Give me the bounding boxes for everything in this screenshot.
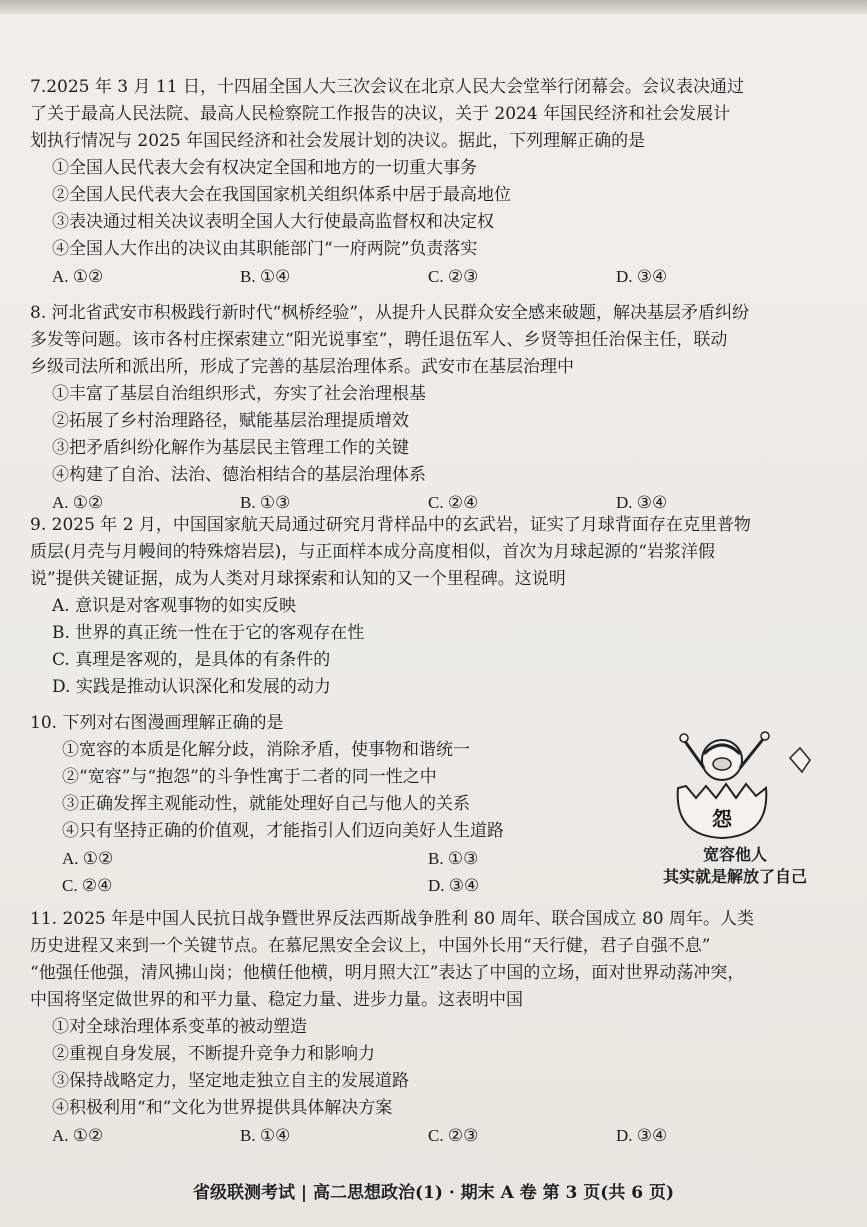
option-a[interactable]: A. ①② xyxy=(62,849,114,868)
statement-item: ①对全球治理体系变革的被动塑造 xyxy=(52,1017,307,1037)
option-b[interactable]: B. ①③ xyxy=(240,493,291,512)
page-footer: 省级联测考试 | 高二思想政治(1) · 期末 A 卷 第 3 页(共 6 页) xyxy=(192,1183,675,1203)
question-stem-line: 多发等问题。该市各村庄探索建立“阳光说事室”，聘任退伍军人、乡贤等担任治保主任，联动 xyxy=(30,330,728,350)
statement-item: ②拓展了乡村治理路径，赋能基层治理提质增效 xyxy=(52,411,409,431)
question-8 xyxy=(30,300,770,516)
statement-item: ①宽容的本质是化解分歧，消除矛盾，使事物和谐统一 xyxy=(62,740,470,760)
option-a[interactable]: A. 意识是对客观事物的如实反映 xyxy=(52,596,297,616)
option-c[interactable]: C. ②③ xyxy=(428,1126,479,1145)
question-stem-line: 7.2025 年 3 月 11 日，十四届全国人大三次会议在北京人民大会堂举行闭幕会。会议表决通过 xyxy=(30,77,744,97)
question-stem-line: 11. 2025 年是中国人民抗日战争暨世界反法西斯战争胜利 80 周年、联合国成立 80 周年。人类 xyxy=(30,909,754,929)
statement-item: ②重视自身发展，不断提升竞争力和影响力 xyxy=(52,1044,375,1064)
statement-item: ③表决通过相关决议表明全国人大行使最高监督权和决定权 xyxy=(52,212,494,232)
option-b[interactable]: B. ①④ xyxy=(240,267,291,286)
statement-item: ④只有坚持正确的价值观，才能指引人们迈向美好人生道路 xyxy=(62,821,504,841)
cartoon-caption-line-2: 其实就是解放了自己 xyxy=(662,867,807,886)
question-stem-line: 8. 河北省武安市积极践行新时代“枫桥经验”，从提升人民群众安全感来破题，解决基层矛盾纠纷 xyxy=(30,303,750,323)
option-c[interactable]: C. ②③ xyxy=(428,267,479,286)
answer-options-row-1 xyxy=(30,845,630,872)
question-7 xyxy=(30,74,770,290)
question-stem-line: 划执行情况与 2025 年国民经济和社会发展计划的决议。据此，下列理解正确的是 xyxy=(30,131,646,151)
question-10 xyxy=(30,710,630,899)
option-b[interactable]: B. ①③ xyxy=(428,849,479,868)
statement-item: ③保持战略定力，坚定地走独立自主的发展道路 xyxy=(52,1071,409,1091)
question-stem-line: 历史进程又来到一个关键节点。在慕尼黑安全会议上，中国外长用“天行健，君子自强不息” xyxy=(30,936,711,956)
option-d[interactable]: D. ③④ xyxy=(616,267,668,286)
egg-hatching-cartoon xyxy=(640,718,830,840)
statement-item: ③把矛盾纠纷化解作为基层民主管理工作的关键 xyxy=(52,438,409,458)
option-b[interactable]: B. 世界的真正统一性在于它的客观存在性 xyxy=(52,623,365,643)
option-d[interactable]: D. ③④ xyxy=(428,876,480,895)
statement-item: ④积极利用“和”文化为世界提供具体解决方案 xyxy=(52,1098,393,1118)
question-stem-line: 9. 2025 年 2 月，中国国家航天局通过研究月背样品中的玄武岩，证实了月球背面存在克里普物 xyxy=(30,515,751,535)
question-11 xyxy=(30,906,770,1149)
question-stem-line: 说”提供关键证据，成为人类对月球探索和认知的又一个里程碑。这说明 xyxy=(30,569,566,589)
option-d[interactable]: D. 实践是推动认识深化和发展的动力 xyxy=(52,677,331,697)
egg-character: 怨 xyxy=(712,807,732,831)
statement-item: ④全国人大作出的决议由其职能部门“一府两院”负责落实 xyxy=(52,239,478,259)
answer-options-row-2 xyxy=(30,872,630,899)
question-stem-line: 10. 下列对右图漫画理解正确的是 xyxy=(30,713,284,733)
statement-item: ①丰富了基层自治组织形式，夯实了社会治理根基 xyxy=(52,384,426,404)
question-stem-line: “他强任他强，清风拂山岗；他横任他横，明月照大江”表达了中国的立场，面对世界动荡冲突， xyxy=(30,963,745,983)
statement-item: ③正确发挥主观能动性，就能处理好自己与他人的关系 xyxy=(62,794,470,814)
statement-item: ①全国人民代表大会有权决定全国和地方的一切重大事务 xyxy=(52,158,477,178)
statement-item: ②“宽容”与“抱怨”的斗争性寓于二者的同一性之中 xyxy=(62,767,437,787)
question-stem-line: 质层(月壳与月幔间的特殊熔岩层)，与正面样本成分高度相似，首次为月球起源的“岩浆洋假 xyxy=(30,542,715,562)
scan-top-edge xyxy=(0,0,867,14)
option-d[interactable]: D. ③④ xyxy=(616,1126,668,1145)
option-a[interactable]: A. ①② xyxy=(52,1126,104,1145)
option-c[interactable]: C. 真理是客观的，是具体的有条件的 xyxy=(52,650,331,670)
cartoon-caption-line-1: 宽容他人 xyxy=(702,845,767,864)
statement-item: ④构建了自治、法治、德治相结合的基层治理体系 xyxy=(52,465,426,485)
question-stem-line: 乡级司法所和派出所，形成了完善的基层治理体系。武安市在基层治理中 xyxy=(30,357,574,377)
answer-options xyxy=(30,1122,770,1149)
option-d[interactable]: D. ③④ xyxy=(616,493,668,512)
option-c[interactable]: C. ②④ xyxy=(62,876,113,895)
option-a[interactable]: A. ①② xyxy=(52,267,104,286)
option-a[interactable]: A. ①② xyxy=(52,493,104,512)
question-stem-line: 了关于最高人民法院、最高人民检察院工作报告的决议，关于 2024 年国民经济和社会发展计 xyxy=(30,104,731,124)
option-c[interactable]: C. ②④ xyxy=(428,493,479,512)
question-stem-line: 中国将坚定做世界的和平力量、稳定力量、进步力量。这表明中国 xyxy=(30,990,523,1010)
option-b[interactable]: B. ①④ xyxy=(240,1126,291,1145)
cartoon-illustration xyxy=(640,718,830,893)
statement-item: ②全国人民代表大会在我国国家机关组织体系中居于最高地位 xyxy=(52,185,511,205)
answer-options xyxy=(30,263,770,290)
question-9 xyxy=(30,512,770,701)
